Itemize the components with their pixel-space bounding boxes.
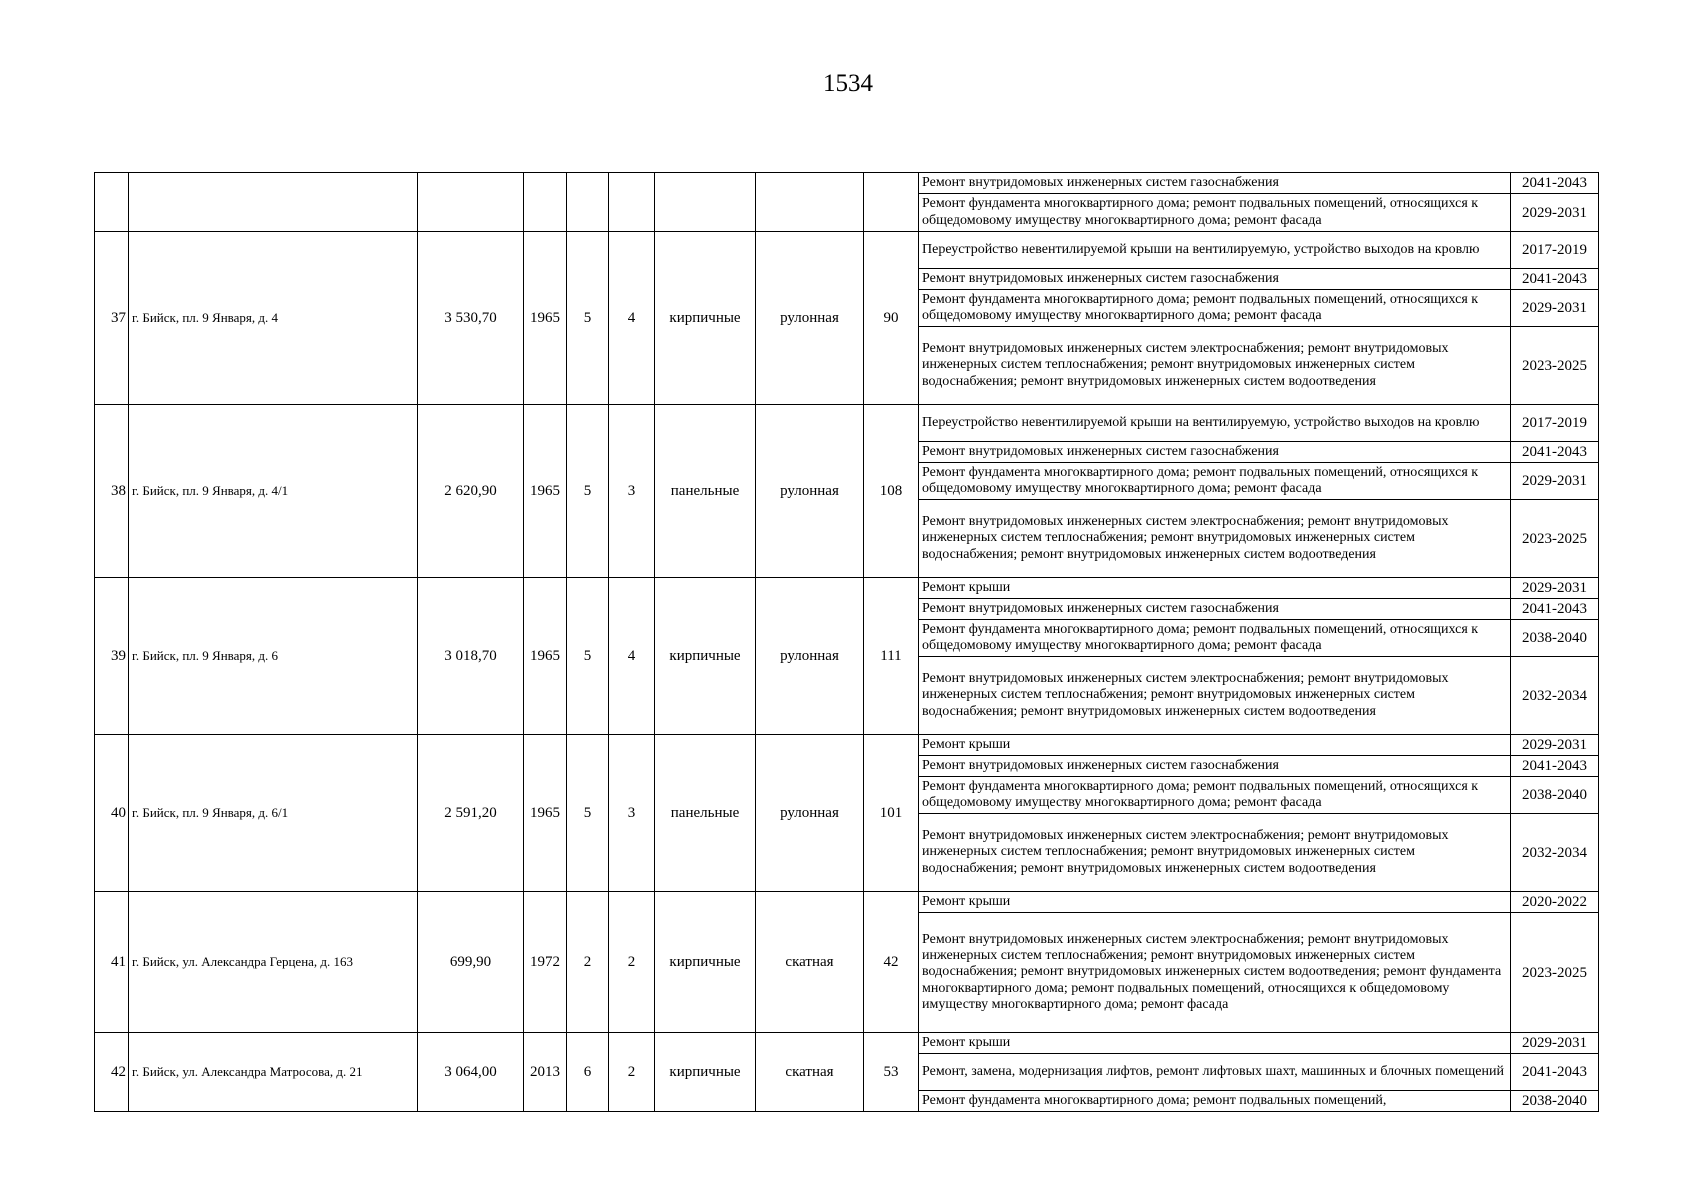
work-type-cell: Ремонт внутридомовых инженерных систем электроснабжения; ремонт внутридомовых инженерных систем теплоснабжения; ремонт внутридомовых инженерных систем водоснабжения; ремонт внутридомовых инженерных систем водоотведения <box>919 814 1511 892</box>
period-cell: 2041-2043 <box>1511 173 1599 194</box>
period-cell: 2032-2034 <box>1511 814 1599 892</box>
table-row <box>95 1033 1599 1054</box>
work-type-cell: Ремонт внутридомовых инженерных систем электроснабжения; ремонт внутридомовых инженерных систем теплоснабжения; ремонт внутридомовых инженерных систем водоснабжения; ремонт внутридомовых инженерных систем водоотведения <box>919 327 1511 405</box>
period-cell: 2029-2031 <box>1511 290 1599 327</box>
area-cell: 699,90 <box>418 892 524 1033</box>
period-cell: 2029-2031 <box>1511 1033 1599 1054</box>
work-type-cell: Ремонт крыши <box>919 1033 1511 1054</box>
year-cell: 1965 <box>524 578 567 735</box>
apartments-cell: 90 <box>864 232 919 405</box>
area-cell: 2 620,90 <box>418 405 524 578</box>
period-cell: 2029-2031 <box>1511 463 1599 500</box>
period-cell: 2041-2043 <box>1511 269 1599 290</box>
year-cell: 2013 <box>524 1033 567 1112</box>
floors-cell: 5 <box>567 735 609 892</box>
walls-cell: кирпичные <box>655 578 756 735</box>
floors-cell: 2 <box>567 892 609 1033</box>
work-type-cell: Ремонт внутридомовых инженерных систем газоснабжения <box>919 756 1511 777</box>
work-type-cell: Ремонт, замена, модернизация лифтов, ремонт лифтовых шахт, машинных и блочных помещений <box>919 1054 1511 1091</box>
entrances-cell <box>609 173 655 232</box>
roof-cell: рулонная <box>756 232 864 405</box>
period-cell: 2041-2043 <box>1511 756 1599 777</box>
work-type-cell: Ремонт фундамента многоквартирного дома; ремонт подвальных помещений, относящихся к общедомовому имуществу многоквартирного дома; ремонт фасада <box>919 463 1511 500</box>
row-number <box>95 173 129 232</box>
table-row <box>95 232 1599 269</box>
row-number: 37 <box>95 232 129 405</box>
apartments-cell: 53 <box>864 1033 919 1112</box>
walls-cell: кирпичные <box>655 892 756 1033</box>
walls-cell: кирпичные <box>655 232 756 405</box>
area-cell: 3 018,70 <box>418 578 524 735</box>
work-type-cell: Ремонт внутридомовых инженерных систем газоснабжения <box>919 599 1511 620</box>
address-cell: г. Бийск, пл. 9 Января, д. 4 <box>129 232 418 405</box>
floors-cell <box>567 173 609 232</box>
area-cell: 3 064,00 <box>418 1033 524 1112</box>
period-cell: 2038-2040 <box>1511 620 1599 657</box>
entrances-cell: 2 <box>609 892 655 1033</box>
page-number: 1534 <box>823 70 873 97</box>
year-cell <box>524 173 567 232</box>
period-cell: 2041-2043 <box>1511 599 1599 620</box>
address-cell: г. Бийск, пл. 9 Января, д. 6 <box>129 578 418 735</box>
work-type-cell: Ремонт фундамента многоквартирного дома; ремонт подвальных помещений, относящихся к общедомовому имуществу многоквартирного дома; ремонт фасада <box>919 194 1511 232</box>
roof-cell: рулонная <box>756 405 864 578</box>
floors-cell: 5 <box>567 405 609 578</box>
row-number: 39 <box>95 578 129 735</box>
table-body <box>95 173 1599 1112</box>
year-cell: 1965 <box>524 405 567 578</box>
walls-cell <box>655 173 756 232</box>
address-cell: г. Бийск, пл. 9 Января, д. 4/1 <box>129 405 418 578</box>
apartments-cell: 42 <box>864 892 919 1033</box>
roof-cell: рулонная <box>756 735 864 892</box>
table-row <box>95 735 1599 756</box>
period-cell: 2041-2043 <box>1511 1054 1599 1091</box>
year-cell: 1972 <box>524 892 567 1033</box>
entrances-cell: 3 <box>609 405 655 578</box>
roof-cell: скатная <box>756 1033 864 1112</box>
address-cell: г. Бийск, ул. Александра Матросова, д. 21 <box>129 1033 418 1112</box>
table-row <box>95 173 1599 194</box>
address-cell: г. Бийск, пл. 9 Января, д. 6/1 <box>129 735 418 892</box>
entrances-cell: 4 <box>609 578 655 735</box>
work-type-cell: Ремонт внутридомовых инженерных систем газоснабжения <box>919 173 1511 194</box>
area-cell: 3 530,70 <box>418 232 524 405</box>
roof-cell: скатная <box>756 892 864 1033</box>
work-type-cell: Ремонт крыши <box>919 578 1511 599</box>
walls-cell: кирпичные <box>655 1033 756 1112</box>
apartments-cell <box>864 173 919 232</box>
period-cell: 2032-2034 <box>1511 657 1599 735</box>
period-cell: 2029-2031 <box>1511 735 1599 756</box>
work-type-cell: Ремонт фундамента многоквартирного дома; ремонт подвальных помещений, относящихся к общедомовому имуществу многоквартирного дома; ремонт фасада <box>919 290 1511 327</box>
work-type-cell: Ремонт внутридомовых инженерных систем электроснабжения; ремонт внутридомовых инженерных систем теплоснабжения; ремонт внутридомовых инженерных систем водоснабжения; ремонт внутридомовых инженерных систем водоотведения; ремонт фундамента многоквартирного дома; ремонт подвальных помещений, относящихся к общедомовому имуществу многоквартирного дома; ремонт фасада <box>919 913 1511 1033</box>
address-cell: г. Бийск, ул. Александра Герцена, д. 163 <box>129 892 418 1033</box>
row-number: 40 <box>95 735 129 892</box>
floors-cell: 6 <box>567 1033 609 1112</box>
period-cell: 2017-2019 <box>1511 232 1599 269</box>
roof-cell <box>756 173 864 232</box>
year-cell: 1965 <box>524 232 567 405</box>
entrances-cell: 3 <box>609 735 655 892</box>
period-cell: 2038-2040 <box>1511 777 1599 814</box>
work-type-cell: Переустройство невентилируемой крыши на вентилируемую, устройство выходов на кровлю <box>919 405 1511 442</box>
work-type-cell: Ремонт внутридомовых инженерных систем газоснабжения <box>919 269 1511 290</box>
period-cell: 2029-2031 <box>1511 578 1599 599</box>
row-number: 38 <box>95 405 129 578</box>
capital-repair-table <box>94 172 1599 1112</box>
table-row <box>95 892 1599 913</box>
entrances-cell: 4 <box>609 232 655 405</box>
work-type-cell: Ремонт фундамента многоквартирного дома; ремонт подвальных помещений, относящихся к общедомовому имуществу многоквартирного дома; ремонт фасада <box>919 620 1511 657</box>
floors-cell: 5 <box>567 232 609 405</box>
period-cell: 2023-2025 <box>1511 327 1599 405</box>
work-type-cell: Переустройство невентилируемой крыши на вентилируемую, устройство выходов на кровлю <box>919 232 1511 269</box>
address-cell <box>129 173 418 232</box>
work-type-cell: Ремонт фундамента многоквартирного дома; ремонт подвальных помещений, <box>919 1091 1511 1112</box>
period-cell: 2038-2040 <box>1511 1091 1599 1112</box>
table-row <box>95 405 1599 442</box>
area-cell <box>418 173 524 232</box>
apartments-cell: 108 <box>864 405 919 578</box>
row-number: 41 <box>95 892 129 1033</box>
walls-cell: панельные <box>655 735 756 892</box>
work-type-cell: Ремонт внутридомовых инженерных систем газоснабжения <box>919 442 1511 463</box>
period-cell: 2023-2025 <box>1511 500 1599 578</box>
work-type-cell: Ремонт внутридомовых инженерных систем электроснабжения; ремонт внутридомовых инженерных систем теплоснабжения; ремонт внутридомовых инженерных систем водоснабжения; ремонт внутридомовых инженерных систем водоотведения <box>919 657 1511 735</box>
floors-cell: 5 <box>567 578 609 735</box>
period-cell: 2029-2031 <box>1511 194 1599 232</box>
period-cell: 2017-2019 <box>1511 405 1599 442</box>
year-cell: 1965 <box>524 735 567 892</box>
table-row <box>95 578 1599 599</box>
period-cell: 2020-2022 <box>1511 892 1599 913</box>
capital-repair-table-container <box>94 172 1598 1109</box>
apartments-cell: 111 <box>864 578 919 735</box>
work-type-cell: Ремонт фундамента многоквартирного дома; ремонт подвальных помещений, относящихся к общедомовому имуществу многоквартирного дома; ремонт фасада <box>919 777 1511 814</box>
area-cell: 2 591,20 <box>418 735 524 892</box>
period-cell: 2041-2043 <box>1511 442 1599 463</box>
work-type-cell: Ремонт крыши <box>919 735 1511 756</box>
entrances-cell: 2 <box>609 1033 655 1112</box>
walls-cell: панельные <box>655 405 756 578</box>
period-cell: 2023-2025 <box>1511 913 1599 1033</box>
work-type-cell: Ремонт внутридомовых инженерных систем электроснабжения; ремонт внутридомовых инженерных систем теплоснабжения; ремонт внутридомовых инженерных систем водоснабжения; ремонт внутридомовых инженерных систем водоотведения <box>919 500 1511 578</box>
row-number: 42 <box>95 1033 129 1112</box>
apartments-cell: 101 <box>864 735 919 892</box>
roof-cell: рулонная <box>756 578 864 735</box>
work-type-cell: Ремонт крыши <box>919 892 1511 913</box>
